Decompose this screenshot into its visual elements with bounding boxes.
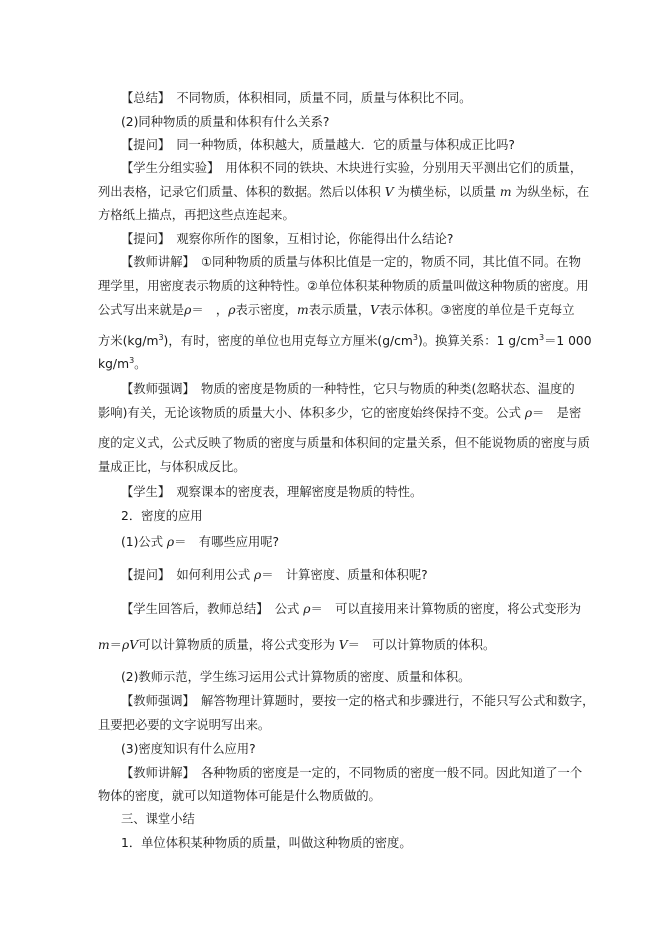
tag-label: 【学生回答后，教师总结】 — [121, 602, 263, 616]
question-paragraph-3: 【提问】 如何利用公式 ρ＝ 计算密度、质量和体积呢? — [121, 568, 428, 582]
subquestion-2: (2)教师示范，学生练习运用公式计算物质的密度、质量和体积。 — [121, 670, 471, 684]
teacher-emphasis-line-3: 度的定义式，公式反映了物质的密度与质量和体积间的定量关系，但不能说物质的密度与质 — [98, 436, 590, 450]
tag-label: 【教师强调】 — [121, 694, 189, 708]
teacher-explain-line-4: 方米$(kg/m^3)$，有时，密度的单位也用克每立方厘米$(g/cm^3)$。换算关系：1 $g/cm^3=1$ 000 — [98, 332, 592, 348]
tag-label: 【总结】 — [121, 91, 165, 105]
teacher-explain-line-2: 理学里，用密度表示物质的这种特性。②单位体积某种物质的质量叫做这种物质的密度。用 — [98, 279, 589, 293]
tag-label: 【学生分组实验】 — [121, 161, 214, 175]
teacher-emphasis-line-1: 【教师强调】 物质的密度是物质的一种特性，它只与物质的种类(忽略状态、温度的 — [121, 382, 575, 396]
student-answer-line-1: 【学生回答后，教师总结】 公式 ρ＝ 可以直接用来计算物质的密度，将公式变形为 — [121, 602, 582, 616]
teacher-explain-line-1: 【教师讲解】 ①同种物质的质量与体积比值是一定的，物质不同，其比值不同。在物 — [121, 255, 581, 269]
section-heading-density-application: 2．密度的应用 — [121, 509, 203, 523]
subquestion-3: (3)密度知识有什么应用? — [121, 742, 256, 756]
teacher-emphasis-2-line-2: 且要把必要的文字说明写出来。 — [98, 718, 271, 732]
section-heading-summary: 三、课堂小结 — [121, 812, 195, 826]
experiment-paragraph-line-2: 列出表格，记录它们质量、体积的数据。然后以体积 V 为横坐标，以质量 m 为纵坐标，在 — [98, 185, 590, 199]
tag-label: 【提问】 — [121, 232, 165, 246]
teacher-explain-line-5: $kg/m^3$。 — [98, 355, 147, 371]
teacher-emphasis-line-4: 量成正比，与体积成反比。 — [98, 460, 246, 474]
teacher-emphasis-line-2: 影响)有关，无论该物质的质量大小、体积多少，它的密度始终保持不变。公式 ρ＝ 是密 — [98, 406, 582, 420]
summary-item-1: 1．单位体积某种物质的质量，叫做这种物质的密度。 — [121, 836, 412, 850]
teacher-explain-2-line-1: 【教师讲解】 各种物质的密度是一定的，不同物质的密度一般不同。因此知道了一个 — [121, 766, 583, 780]
tag-label: 【学生】 — [121, 485, 165, 499]
student-paragraph: 【学生】 观察课本的密度表，理解密度是物质的特性。 — [121, 485, 423, 499]
subquestion-1: (1)公式 ρ＝ 有哪些应用呢? — [121, 535, 280, 549]
teacher-explain-2-line-2: 物体的密度，就可以知道物体可能是什么物质做的。 — [98, 789, 381, 803]
student-answer-line-2: m＝ρV可以计算物质的质量，将公式变形为 V＝ 可以计算物质的体积。 — [98, 638, 496, 652]
experiment-paragraph-line-3: 方格纸上描点，再把这些点连起来。 — [98, 208, 295, 222]
question-paragraph: 【提问】 同一种物质，体积越大，质量越大．它的质量与体积成正比吗? — [121, 138, 515, 152]
question-heading: (2)同种物质的质量和体积有什么关系? — [121, 115, 330, 129]
summary-paragraph: 【总结】 不同物质，体积相同，质量不同，质量与体积比不同。 — [121, 91, 472, 105]
teacher-emphasis-2-line-1: 【教师强调】 解答物理计算题时，要按一定的格式和步骤进行，不能只写公式和数字， — [121, 694, 595, 708]
teacher-explain-line-3: 公式写出来就是ρ＝ ，ρ表示密度，m表示质量，V表示体积。③密度的单位是千克每立 — [98, 303, 575, 317]
experiment-paragraph-line-1: 【学生分组实验】 用体积不同的铁块、木块进行实验，分别用天平测出它们的质量， — [121, 161, 583, 175]
tag-label: 【教师讲解】 — [121, 766, 189, 780]
tag-label: 【提问】 — [121, 138, 165, 152]
tag-label: 【教师强调】 — [121, 382, 189, 396]
tag-label: 【提问】 — [121, 568, 165, 582]
tag-label: 【教师讲解】 — [121, 255, 189, 269]
question-paragraph-2: 【提问】 观察你所作的图象，互相讨论，你能得出什么结论? — [121, 232, 454, 246]
